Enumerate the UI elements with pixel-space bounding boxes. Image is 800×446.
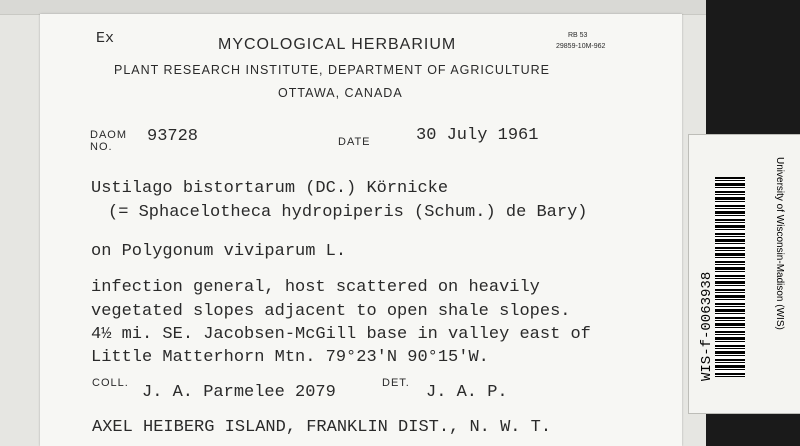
rb-code: RB 53 xyxy=(568,32,588,39)
notes-line-2: vegetated slopes adjacent to open shale slopes. xyxy=(91,302,571,321)
barcode-card xyxy=(688,134,800,414)
date-label: DATE xyxy=(338,136,371,148)
daom-number: 93728 xyxy=(147,127,199,146)
taxon-synonym: (= Sphacelotheca hydropiperis (Schum.) de Bary) xyxy=(108,203,588,222)
collector-value: J. A. Parmelee 2079 xyxy=(142,383,336,402)
notes-line-4: Little Matterhorn Mtn. 79°23'N 90°15'W. xyxy=(91,348,489,367)
taxon-name: Ustilago bistortarum (DC.) Körnicke xyxy=(91,179,449,198)
barcode xyxy=(715,177,745,377)
city-line: OTTAWA, CANADA xyxy=(278,86,403,100)
determiner-label: DET. xyxy=(382,377,410,389)
daom-label: DAOM xyxy=(90,129,127,141)
notes-line-1: infection general, host scattered on heavily xyxy=(91,278,540,297)
collection-date: 30 July 1961 xyxy=(416,126,539,145)
notes-line-3: 4½ mi. SE. Jacobsen-McGill base in valley east of xyxy=(91,325,591,344)
host-plant: on Polygonum viviparum L. xyxy=(91,242,347,261)
specimen-label xyxy=(40,14,682,446)
locality: AXEL HEIBERG ISLAND, FRANKLIN DIST., N. W. T. xyxy=(92,418,552,437)
herbarium-title: MYCOLOGICAL HERBARIUM xyxy=(218,36,457,53)
collector-label: COLL. xyxy=(92,377,129,389)
daom-no-label: NO. xyxy=(90,141,113,153)
rb-sub: 29859-10M-962 xyxy=(556,43,606,50)
ex-stamp: Ex xyxy=(96,30,115,47)
determiner-value: J. A. P. xyxy=(426,383,508,402)
institution-name: University of Wisconsin-Madison (WIS) xyxy=(774,157,785,330)
catalog-number: WIS-f-0063938 xyxy=(699,271,715,381)
envelope-flap xyxy=(0,0,706,15)
institute-line: PLANT RESEARCH INSTITUTE, DEPARTMENT OF AGRICULTURE xyxy=(114,63,551,77)
